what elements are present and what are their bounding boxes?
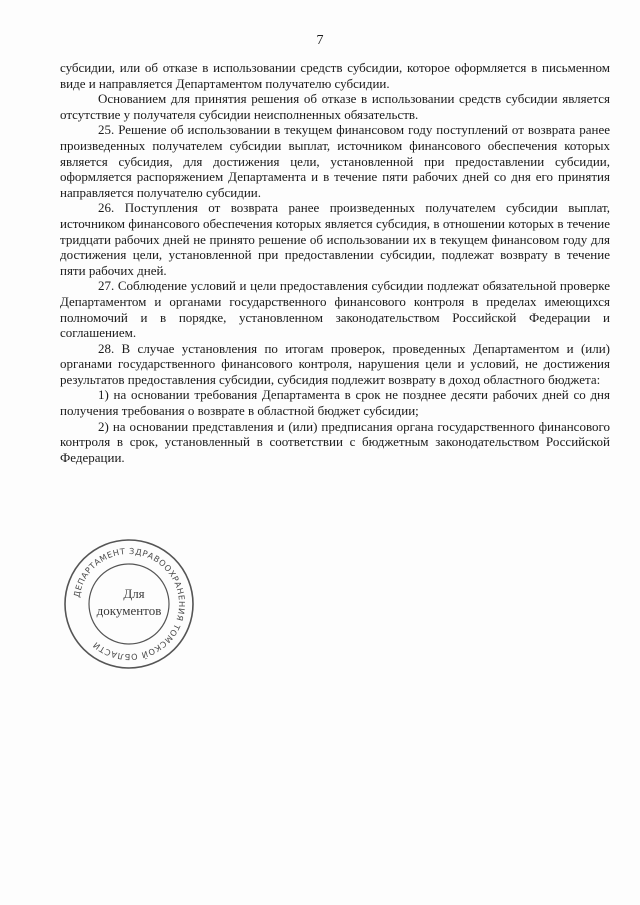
- paragraph-27: 27. Соблюдение условий и цели предоставления субсидии подлежат обязательной проверке Департаментом и органами государственного финансового контроля в пределах имеющихся полномочий и в порядке, установленном законодательством Российской Федерации и соглашением.: [60, 278, 610, 341]
- paragraph-28-item-1: 1) на основании требования Департамента в срок не позднее десяти рабочих дней со дня получения требования о возврате в областной бюджет субсидии;: [60, 387, 610, 419]
- paragraph-26: 26. Поступления от возврата ранее произведенных получателем субсидии выплат, источником финансового обеспечения которых является субсидия, в отношении которых в течение тридцати рабочих дней не принято решение об использовании их в текущем финансовом году для достижения цели, установленной при предоставлении субсидии, подлежат возврату в течение пяти рабочих дней.: [60, 200, 610, 278]
- document-body: [60, 60, 610, 465]
- page-number: 7: [316, 33, 324, 48]
- paragraph-28: 28. В случае установления по итогам проверок, проведенных Департаментом и (или) органами государственного финансового контроля, нарушения цели и условий, не достижения результатов предоставления субсидии, субсидия подлежит возврату в доход областного бюджета:: [60, 340, 610, 387]
- paragraph-0: субсидии, или об отказе в использовании средств субсидии, которое оформляется в письменном виде и направляется Департаментом получателю субсидии.: [60, 60, 610, 91]
- paragraph-1: Основанием для принятия решения об отказе в использовании средств субсидии является отсутствие у получателя субсидии неисполненных обязательств.: [60, 91, 610, 122]
- official-stamp: [60, 535, 198, 673]
- stamp-center-line-1: Для: [123, 586, 145, 601]
- stamp-ring-text: ДЕПАРТАМЕНТ ЗДРАВООХРАНЕНИЯ ТОМСКОЙ ОБЛАСТИ: [71, 545, 188, 663]
- stamp-seal-icon: [60, 535, 198, 673]
- stamp-center-line-2: документов: [96, 603, 162, 618]
- paragraph-28-item-2: 2) на основании представления и (или) предписания органа государственного финансового контроля в срок, установленный в соответствии с бюджетным законодательством Российской Федерации.: [60, 418, 610, 465]
- paragraph-25: 25. Решение об использовании в текущем финансовом году поступлений от возврата ранее произведенных получателем субсидии выплат, источником финансового обеспечения которых является субсидия, для достижения цели, установленной при предоставлении субсидии, оформляется распоряжением Департамента и в течение пяти рабочих дней со дня его принятия направляется получателю субсидии.: [60, 122, 610, 200]
